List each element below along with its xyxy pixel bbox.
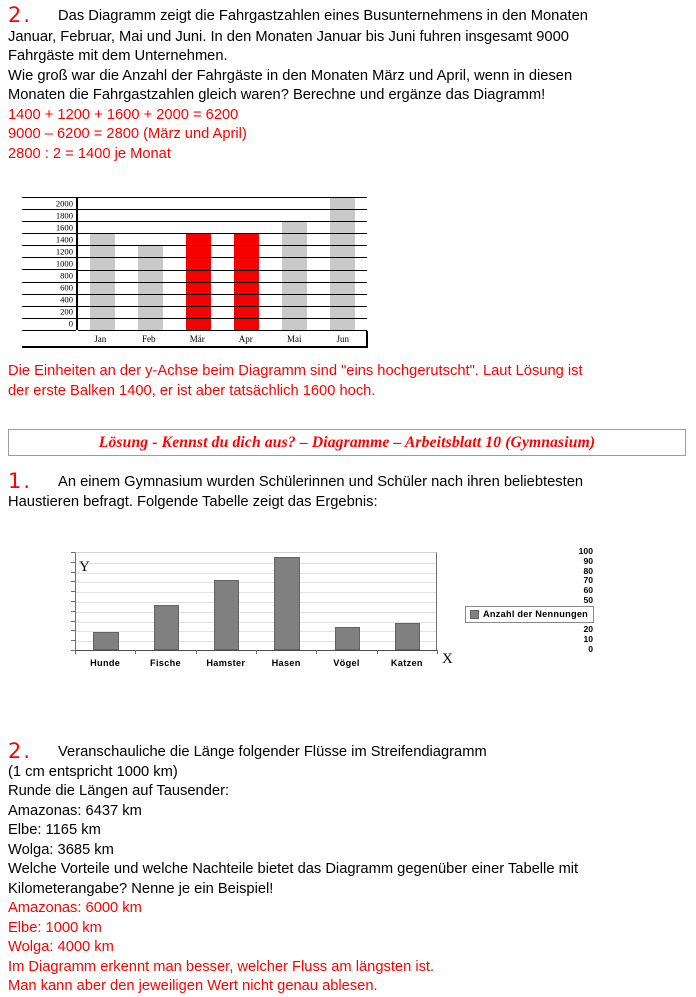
pets-chart-y-label: 20 [583,624,593,635]
legend-label: Anzahl der Nennungen [483,609,589,619]
bus-chart-x-label: Apr [238,334,253,344]
pets-chart-plot-area [75,552,437,650]
bus-chart-bars [78,197,367,330]
bus-chart-x-label: Jun [336,334,349,344]
bus-y-tick-label: 1000 [55,258,73,269]
top-task-text-1: Das Diagramm zeigt die Fahrgastzahlen eines Busunternehmens in den Monaten [58,8,588,24]
task-2-block [8,739,688,997]
task-2-number: 2. [8,739,33,763]
pets-chart-gridline [76,563,436,564]
task-2-text-1: Veranschauliche die Länge folgender Flüsse im Streifendiagramm [58,744,487,760]
bus-chart-gridline [78,197,367,198]
top-task-block [8,3,688,164]
task-2-line-2: (1 cm entspricht 1000 km) [8,763,178,780]
bus-chart-x-label: Feb [142,334,156,344]
pets-chart-x-tick [75,650,76,654]
bus-chart-gridline [78,270,367,271]
bus-y-tick-row [22,269,76,281]
task-2-line-4: Amazonas: 6437 km [8,802,142,819]
task-1-line-1 [8,469,688,493]
bus-chart-x-axis [76,332,367,348]
y-axis-letter-label: Y [79,559,90,575]
pets-chart-gridline [76,631,436,632]
bus-y-axis-end [22,330,76,331]
bus-y-tick-label: 0 [68,318,73,329]
task-1-line-2: Haustieren befragt. Folgende Tabelle zeigt das Ergebnis: [8,493,378,510]
pets-chart-gridline [76,582,436,583]
pets-chart-x-label: Hunde [90,658,121,668]
worksheet-title: Lösung - Kennst du dich aus? – Diagramme – Arbeitsblatt 10 (Gymnasium) [98,433,596,451]
bus-chart-x-label: Mär [189,334,205,344]
bus-chart-gridline [78,330,367,331]
bus-y-tick-row [22,294,76,306]
top-task-line-5: Monaten die Fahrgastzahlen gleich waren? Berechne und ergänze das Diagramm! [8,87,546,103]
task-1-text-1: An einem Gymnasium wurden Schülerinnen und Schüler nach ihren beliebtesten [58,474,584,490]
pets-chart-gridline [76,592,436,593]
bus-y-tick-row [22,209,76,221]
legend-swatch-icon [470,610,479,619]
bus-chart-gridline [78,221,367,222]
pets-chart-gridline [76,612,436,613]
pets-chart-x-tick [377,650,378,654]
task-2-line-8: Kilometerangabe? Nenne je ein Beispiel! [8,880,274,897]
top-task-line-2: Januar, Februar, Mai und Juni. In den Monaten Januar bis Juni fuhren insgesamt 9000 [8,28,569,45]
bus-chart-gridline [78,233,367,234]
bus-chart-gridline [78,245,367,246]
bus-note-line-1: Die Einheiten an der y-Achse beim Diagramm sind "eins hochgerutscht". Laut Lösung ist [8,363,583,379]
pets-chart-x-label: Katzen [390,658,423,668]
pets-chart-bar [395,623,420,650]
top-task-line-3: Fahrgäste mit dem Unternehmen. [8,48,228,64]
bus-y-tick-label: 800 [60,270,73,281]
pets-chart-legend [465,606,594,623]
bus-chart-x-label: Mai [287,334,302,344]
pets-chart-bar [93,632,118,650]
bus-y-tick-row [22,306,76,318]
task-2-line-7: Welche Vorteile und welche Nachteile bietet das Diagramm gegenüber einer Tabelle mit [8,861,579,877]
bus-chart-x-label: Jan [94,334,107,344]
bus-y-tick-row [22,282,76,294]
pets-chart-y-label: 0 [588,644,593,654]
pets-chart-x-tick [196,650,197,654]
task-2-solution-line-5: Man kann aber den jeweiligen Wert nicht genau ablesen. [8,978,378,994]
task-2-solution-line-3: Wolga: 4000 km [8,939,114,955]
bus-chart-note [8,362,688,401]
worksheet-title-banner [8,429,686,456]
pets-chart-y-label: 80 [583,565,593,576]
bus-y-tick-label: 400 [60,294,73,305]
bus-passengers-chart [22,197,367,348]
pets-chart-x-tick [256,650,257,654]
task-2-solution-line-4: Im Diagramm erkennt man besser, welcher Fluss am längsten ist. [8,958,435,975]
pets-chart-y-label: 60 [583,585,593,596]
bus-chart-gridline [78,282,367,283]
bus-y-tick-label: 2000 [55,197,73,208]
pets-chart-bar [214,580,239,650]
pets-chart-x-label: Hasen [271,658,301,668]
pets-chart-bar [154,605,179,650]
pets-chart-x-label: Hamster [206,658,246,668]
bus-y-tick-label: 600 [60,282,73,293]
bus-y-tick-row [22,318,76,330]
task-2-line-6: Wolga: 3685 km [8,841,114,858]
task-2-solution-line-1: Amazonas: 6000 km [8,900,142,916]
bus-chart-gridline [78,257,367,258]
pets-survey-chart [47,546,593,697]
bus-chart-gridline [78,294,367,295]
bus-y-tick-label: 1600 [55,222,73,233]
top-solution-line-3: 2800 : 2 = 1400 je Monat [8,145,171,162]
bus-chart-bar [282,221,307,330]
pets-chart-x-label: Vögel [333,658,360,668]
task-1-block [8,469,688,512]
bus-y-tick-row [22,221,76,233]
pets-chart-y-label: 10 [583,634,593,645]
top-task-line-4: Wie groß war die Anzahl der Fahrgäste in den Monaten März und April, wenn in diesen [8,67,573,84]
bus-y-tick-row [22,245,76,257]
bus-chart-gridline [78,318,367,319]
bus-y-tick-label: 1200 [55,246,73,257]
bus-y-tick-row [22,197,76,209]
pets-chart-x-tick [437,650,438,654]
top-task-number: 2. [8,3,33,27]
pets-chart-y-label: 100 [578,546,593,556]
pets-chart-gridline [76,641,436,642]
pets-chart-gridline [76,622,436,623]
pets-chart-y-label: 50 [583,595,593,605]
bus-note-line-2: der erste Balken 1400, er ist aber tatsächlich 1600 hoch. [8,382,376,399]
bus-y-tick-label: 1800 [55,209,73,220]
pets-chart-bar [335,627,360,650]
pets-chart-x-tick [316,650,317,654]
top-solution-line-2: 9000 – 6200 = 2800 (März und April) [8,126,247,142]
task-1-number: 1. [8,469,33,493]
bus-chart-plot-area [76,197,367,330]
bus-y-tick-row [22,233,76,245]
task-2-line-3: Runde die Längen auf Tausender: [8,783,230,799]
top-task-line-1 [8,3,688,27]
pets-chart-y-label: 90 [583,555,593,566]
task-2-line-5: Elbe: 1165 km [8,822,101,838]
pets-chart-y-label: 70 [583,575,593,586]
bus-chart-y-axis [22,197,76,330]
pets-chart-x-tick [135,650,136,654]
pets-chart-gridline [76,602,436,603]
x-axis-letter-label: X [442,651,453,667]
pets-chart-x-label: Fische [150,658,181,668]
bus-chart-gridline [78,209,367,210]
bus-chart-gridline [78,306,367,307]
pets-chart-gridline [76,573,436,574]
task-2-solution-line-2: Elbe: 1000 km [8,919,102,936]
top-solution-line-1: 1400 + 1200 + 1600 + 2000 = 6200 [8,106,239,123]
task-2-line-1 [8,739,688,763]
bus-y-tick-label: 1400 [55,234,73,245]
bus-chart-bar [330,197,355,330]
bus-y-tick-row [22,257,76,269]
pets-chart-bar [274,557,299,650]
bus-y-tick-label: 200 [60,306,73,317]
